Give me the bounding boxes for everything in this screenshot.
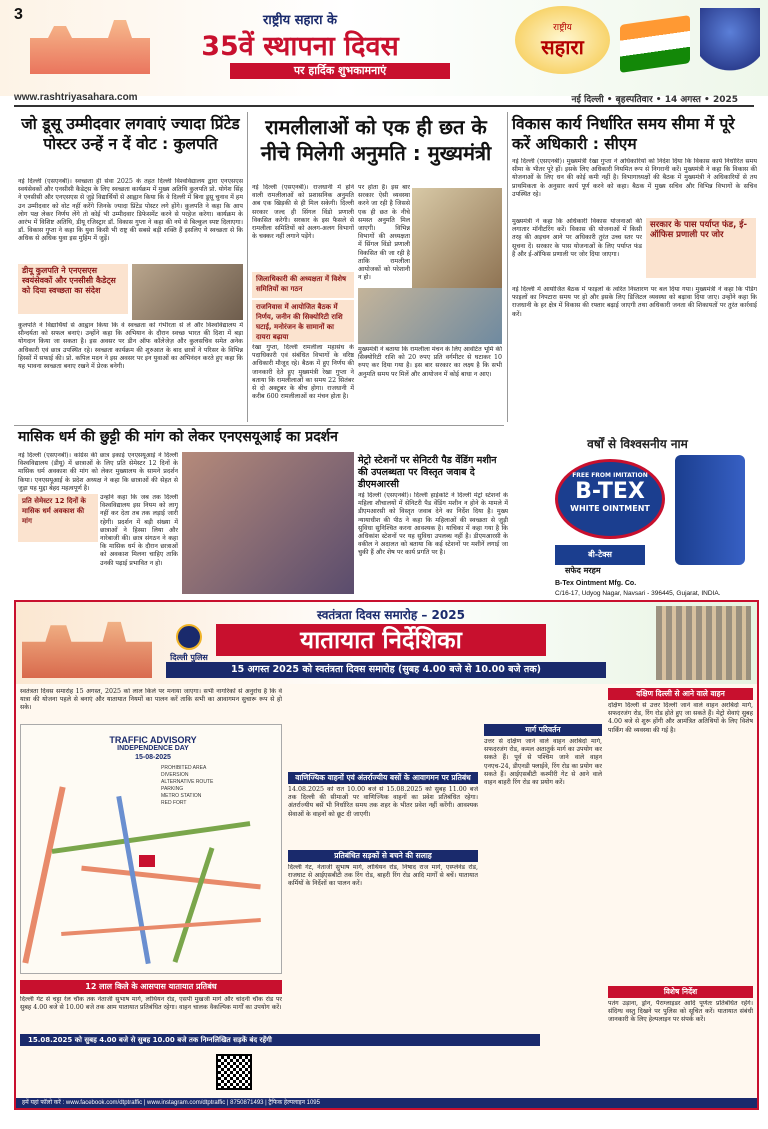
red-fort-illustration: [22, 612, 152, 678]
story-metro-body: नई दिल्ली (एसएनबी)। दिल्ली हाईकोर्ट ने दिल्ली मेट्रो स्टेशनों के महिला शौचालयों में सेनिटरी पैड वेंडिंग मशीन न होने के मामले में डीएमआरसी को विस्तृत जवाब देने का निर्देश दिया है। मुख्य न्यायाधीश की पीठ ने कहा कि महिलाओं की स्वच्छता से जुड़ी सुविधा सुनिश्चित करना आवश्यक है। याचिका में कहा गया है कि अधिकांश स्टेशनों पर यह सुविधा उपलब्ध नहीं है। डीएमआरसी के वकील ने अदालत को बताया कि कई स्टेशनों पर मशीनें लगाई जा चुकी हैं और शेष पर कार्य प्रगति पर है।: [358, 492, 508, 557]
commercial-vehicle-heading: वाणिज्यिक वाहनों एवं अंतर्राज्यीय बसों के आवागमन पर प्रतिबंध: [288, 772, 478, 784]
logo-small-text: राष्ट्रीय: [553, 23, 572, 33]
map-road: [81, 866, 261, 890]
map-road: [173, 847, 215, 963]
ointment-tube-image: [675, 455, 745, 565]
legend-item: ALTERNATIVE ROUTE: [161, 779, 214, 785]
traffic-map[interactable]: [20, 724, 282, 974]
map-road: [52, 821, 251, 854]
story-left-body-2: कुलपति ने विद्यार्थियों से आह्वान किया कि वे स्वच्छता को गंभीरता से लें और विश्वविद्यालय में सौन्दर्यता को सफल बनाएं। उन्होंने कहा कि अभियान के दौरान स्वच्छ भारत की दिशा में बड़ा योगदान किया जा सकता है। इस अवसर पर डीन ऑफ कॉलेजेज़ और कुलसचिव समेत अनेक अधिकारी एवं छात्र उपस्थित रहे। स्वच्छता कार्यक्रम की शुरुआत के बाद छात्रों ने परिसर के विभिन्न हिस्सों में सफाई की। प्रो. कपिल मदन ने इस अवसर पर इन युवाओं का अभिनंदन करते हुए कहा कि यह भावना स्वच्छता बनाए रखने में प्रेरक बनेगी।: [18, 322, 243, 371]
ad-address: C/16-17, Udyog Nagar, Navsari - 396445, Gujarat, INDIA.: [555, 590, 721, 597]
story-main-photo-1: [412, 188, 502, 300]
ad-badge-text: FREE FROM IMITATION: [572, 472, 648, 479]
story-left-body-1: नई दिल्ली (एसएनबी)। स्वच्छता ही सेवा 2025 के तहत दिल्ली विश्वविद्यालय द्वारा एनएसएस स्वयंसेवकों और एनसीसी कैडेट्स के लिए स्वच्छता कार्यक्रम में मुख्य अतिथि कुलपति प्रो. योगेश सिंह ने एनसीसी और एनएसएस से जुड़े विद्यार्थियों से आह्वान किया कि वे दिल्ली में बिना डूसू चुनाव में हम उन उम्मीदवार को वोट नहीं करेंगे जिनके ज्यादा प्रिंटेड पोस्टर लगे होंगे। कुलपति ने कहा कि आप लोग पक्ष लेकर निर्णय लेंगे तो कोई भी उम्मीदवार डिफेसमेंट करने से परहेज करेगा। कार्यक्रम के आरंभ में विशिष्ट अतिथि, डीयू रजिस्ट्रार डॉ. विकास गुप्ता ने कहा की नये से बिल्कुल स्पष्ट दिलाएगा। डॉ. विकास गुप्ता ने कहा कि युवा किसी भी राष्ट्र की सबसे बड़ी शक्ति हैं इसलिए ये स्वच्छता से कि अधिक से अधिक युवा इस मुहिम में जुड़ें।: [18, 178, 243, 243]
commercial-vehicle-text: 14.08.2025 को रात 10.00 बजे से 15.08.2025 को सुबह 11.00 बजे तक दिल्ली की सीमाओं पर वाणिज्यिक वाहनों का प्रवेश प्रतिबंधित रहेगा। अंतर्राज्यीय बसें भी निर्धारित समय तक शहर के भीतर प्रवेश नहीं करेंगी। आवश्यक सेवाओं के वाहनों को छूट दी जाएगी।: [288, 786, 478, 818]
police-badge-icon: [176, 624, 202, 650]
ad-hindi-product: सफेद मरहम: [565, 566, 601, 575]
story-lower-headline: मासिक धर्म की छुट्टी की मांग को लेकर एनएसयूआई का प्रदर्शन: [18, 429, 338, 445]
story-lower-subhead: प्रति सेमेस्टर 12 दिनों के मासिक धर्म अवकाश की मांग: [18, 494, 98, 542]
btex-advertisement[interactable]: [515, 435, 760, 600]
anniversary-subtitle: पर हार्दिक शुभकामनाएं: [230, 63, 450, 79]
map-road: [22, 786, 65, 963]
logo-big-text: सहारा: [541, 35, 584, 59]
story-main-body-3: पर होता है। इस बार सरकार ऐसी व्यवस्था करने जा रही है जिससे एक ही छत के नीचे समस्त अनुमति मिल जाएगी। विभिन्न विभागों की अध्यक्षता में सिंगल विंडो प्रणाली विकसित की जा रही है ताकि रामलीला आयोजकों को परेशानी न हो।: [358, 184, 410, 282]
traffic-intro: स्वतंत्रता दिवस समारोह 15 अगस्त, 2025 को लाल किले पर मनाया जाएगा। सभी नागरिकों से अनुरोध है कि वे यात्रा की योजना पहले से बनाएं और यातायात नियमों का पालन करें ताकि सभी का आवागमन सुचारू रूप से हो सके।: [20, 688, 282, 712]
story-main-headline: रामलीलाओं को एक ही छत के नीचे मिलेगी अनुमति : मुख्यमंत्री: [260, 115, 492, 165]
map-title: TRAFFIC ADVISORY: [109, 735, 197, 745]
story-left-photo: [132, 264, 243, 320]
story-right-body-3: नई दिल्ली में आयोजित बैठक में फाइलों के त्वरित निस्तारण पर बल दिया गया। मुख्यमंत्री ने कहा कि पेंडिंग फाइलों का निपटारा समय पर हो और इसके लिए डिजिटल व्यवस्था को बढ़ावा दिया जाए। उन्होंने कहा कि राजधानी के हर क्षेत्र में विकास की रफ्तार बढ़ाई जाएगी तथा अधिकारी जनता की शिकायतों पर तुरंत कार्रवाई करें।: [512, 286, 757, 318]
route-diversion-text: उत्तर से दक्षिण जाने वाले वाहन अरबिंदो मार्ग, सफदरजंग रोड, कमल अतातुर्क मार्ग का उपयोग कर सकते हैं। पूर्व से पश्चिम जाने वाले वाहन एनएच-24, डीएनडी फ्लाईवे, रिंग रोड का प्रयोग कर सकते हैं। आईएसबीटी कश्मीरी गेट से आने वाले वाहन बाहरी रिंग रोड का प्रयोग करें।: [484, 738, 602, 787]
map-road: [61, 918, 261, 936]
parade-troops-image: [656, 606, 751, 680]
road-closure-bar: 15.08.2025 को सुबह 4.00 बजे से सुबह 10.00 बजे तक निम्नलिखित सड़कें बंद रहेंगी: [20, 1034, 540, 1046]
red-fort-restriction-heading: 12 लाल किले के आसपास यातायात प्रतिबंध: [20, 980, 282, 994]
ad-brand: B-TEX: [575, 479, 645, 504]
traffic-title: यातायात निर्देशिका: [216, 624, 546, 656]
krishna-illustration: [700, 8, 760, 88]
tricolor-flag-icon: [620, 15, 690, 73]
traffic-date-bar: 15 अगस्त 2025 को स्वतंत्रता दिवस समारोह (सुबह 4.00 बजे से 10.00 बजे तक): [166, 662, 606, 678]
special-instructions-heading: विशेष निर्देश: [608, 986, 753, 998]
masthead: [0, 0, 768, 105]
traffic-footer: हमें यहां फॉलो करें : www.facebook.com/dtptraffic | www.instagram.com/dtptraffic | 8750871493 | ट्रैफिक हेल्पलाइन 1095: [16, 1098, 757, 1108]
map-subtitle: INDEPENDENCE DAY: [117, 745, 189, 752]
story-metro-headline: मेट्रो स्टेशनों पर सेनिटरी पैड वेंडिंग मशीन की उपलब्धता पर विस्तृत जवाब दे डीएमआरसी: [358, 455, 497, 490]
ad-product: WHITE OINTMENT: [570, 504, 650, 513]
map-date: 15-08-2025: [135, 754, 171, 761]
red-fort-marker-icon: [139, 855, 155, 867]
story-main-body-2: रेखा गुप्ता, दिल्ली रामलीला महासंघ के पदाधिकारी एवं संबंधित विभागों के वरिष्ठ अधिकारी मौजूद रहे। बैठक में हुए निर्णय की जानकारी देते हुए मुख्यमंत्री रेखा गुप्ता ने बताया कि रामलीलाओं का समय 22 सितंबर से दो अक्टूबर के बीच होगा। राजधानी में करीब 600 रामलीलाओं का मंचन होता है।: [252, 344, 354, 401]
column-divider: [247, 112, 248, 422]
traffic-advisory-section: [14, 600, 759, 1110]
anniversary-top-line: राष्ट्रीय सहारा के: [263, 13, 337, 28]
page-number: 3: [14, 6, 23, 23]
qr-code-icon[interactable]: [216, 1054, 252, 1090]
story-main-subhead-1: जिलाधिकारी की अध्यक्षता में विशेष समितियों का गठन: [252, 272, 354, 298]
ad-logo: [555, 459, 665, 539]
traffic-top-line: स्वतंत्रता दिवस समारोह – 2025: [317, 608, 465, 622]
newspaper-logo: [515, 6, 610, 74]
route-diversion-heading: मार्ग परिवर्तन: [484, 724, 602, 736]
ad-hindi-brand: बी-टेक्स: [555, 545, 645, 565]
legend-item: PROHIBITED AREA: [161, 765, 207, 771]
masthead-rule: [14, 105, 754, 107]
story-main-body-4: मुख्यमंत्री ने बताया कि रामलीला मंचन के लिए आवंटित भूमि की सिक्योरिटी राशि को 20 रुपए प्रति वर्गमीटर से घटाकर 10 रुपए कर दिया गया है। इस बार सरकार का लक्ष्य है कि सभी अनुमति समय पर मिलें और आयोजन में कोई बाधा न आए।: [358, 346, 502, 378]
traffic-banner: [16, 602, 757, 684]
story-left-subhead: डीयू कुलपति ने एनएसएस स्वयंसेवकों और एनसीसी कैडेट्स को दिया स्वच्छता का संदेश: [18, 264, 128, 314]
story-right-subhead: सरकार के पास पर्याप्त फंड, ई-ऑफिस प्रणाली पर जोर: [646, 218, 756, 278]
ad-headline: वर्षों से विश्वसनीय नाम: [587, 437, 688, 451]
police-label: दिल्ली पुलिस: [170, 653, 208, 662]
story-main-body-1: नई दिल्ली (एसएनबी)। राजधानी में होने वाली रामलीलाओं को प्रशासनिक अनुमति अब एक खिड़की से ही मिल सकेगी। दिल्ली सरकार जल्द ही सिंगल विंडो प्रणाली विकसित करेगी। सरकार के इस फैसले से रामलीला समितियों को अलग-अलग विभागों के चक्कर नहीं लगाने पड़ेंगे।: [252, 184, 354, 241]
protest-photo: [182, 452, 354, 594]
story-main-photo-2: [358, 288, 502, 344]
story-right-headline: विकास कार्य निर्धारित समय सीमा में पूरे करें अधिकारी : सीएम: [512, 115, 735, 153]
legend-item: PARKING: [161, 786, 184, 792]
story-main-subhead-2: राजनिवास में आयोजित बैठक में निर्णय, जनीन की सिक्योरिटी राशि घटाई, मनोरंजन के सामानों का दायरा बढ़ाया: [252, 300, 354, 342]
avoid-roads-heading: प्रतिबंधित सड़कों से बचने की सलाह: [288, 850, 478, 862]
ad-manufacturer: B-Tex Ointment Mfg. Co.: [555, 580, 637, 587]
story-left-headline: जो डूसू उम्मीदवार लगवाएं ज्यादा प्रिंटेड पोस्टर उन्हें न दें वोट : कुलपति: [21, 115, 240, 153]
south-delhi-text: दक्षिण दिल्ली से उत्तर दिल्ली जाने वाले वाहन अरबिंदो मार्ग, सफदरजंग रोड, रिंग रोड होते हुए जा सकते हैं। मेट्रो सेवाएं सुबह 4.00 बजे से शुरू होंगी और आमंत्रित अतिथियों के लिए विशेष पार्किंग की व्यवस्था की गई है।: [608, 702, 753, 734]
south-delhi-heading: दक्षिण दिल्ली से आने वाले वाहन: [608, 688, 753, 700]
legend-item: METRO STATION: [161, 793, 202, 799]
story-right-body-2: मुख्यमंत्री ने कहा कि अधिकारी विकास योजनाओं की लगातार मॉनीटरिंग करें। विकास की योजनाओं में किसी तरह की अड़चन आने पर अधिकारी तुरंत उच्च स्तर पर सूचना दें। सरकार के पास योजनाओं के लिए पर्याप्त फंड है और ई-ऑफिस प्रणाली पर जोर दिया जाएगा।: [512, 218, 642, 258]
site-url[interactable]: www.rashtriyasahara.com: [14, 92, 138, 103]
special-instructions-text: पतंग उड़ाना, ड्रोन, पैराग्लाइडर आदि पूर्णतः प्रतिबंधित रहेंगे। संदिग्ध वस्तु दिखने पर पुलिस को सूचित करें। यातायात संबंधी जानकारी के लिए हेल्पलाइन पर संपर्क करें।: [608, 1000, 753, 1024]
red-fort-restriction-text: दिल्ली गेट से चट्टा रेल चौक तक नेताजी सुभाष मार्ग, लोथियन रोड, एसपी मुखर्जी मार्ग और चांदनी चौक रोड पर सुबह 4.00 बजे से 10.00 बजे तक आम यातायात प्रतिबंधित रहेगा। वाहन चालक वैकल्पिक मार्गों का उपयोग करें।: [20, 996, 282, 1012]
legend-item: DIVERSION: [161, 772, 189, 778]
story-lower-body-1: नई दिल्ली (एसएनबी)। कांग्रेस की छात्र इकाई एनएसयूआई ने दिल्ली विश्वविद्यालय (डीयू) में छात्राओं के लिए प्रति सेमेस्टर 12 दिनों के मासिक धर्म अवकाश की मांग को लेकर मुख्यालय के सामने प्रदर्शन किया। एनएसयूआई के प्रदेश अध्यक्ष ने कहा कि छात्राओं की सेहत से जुड़ा यह मुद्दा बेहद महत्वपूर्ण है।: [18, 452, 178, 492]
anniversary-title: 35वें स्थापना दिवस: [201, 31, 399, 62]
dateline: नई दिल्ली • बृहस्पतिवार • 14 अगस्त • 2025: [571, 95, 738, 105]
column-divider: [507, 112, 508, 422]
map-legend: [161, 765, 276, 807]
story-right-body-1: नई दिल्ली (एसएनबी)। मुख्यमंत्री रेखा गुप्ता ने अधिकारियों को निर्देश दिया कि विकास कार्य निर्धारित समय सीमा के भीतर पूरे हों। इसके लिए अधिकारी नियमित रूप से निगरानी करें। मुख्यमंत्री ने कहा कि विकास की योजनाओं के लिए धन की कोई कमी नहीं है। विभागाध्यक्षों की बैठक में मुख्यमंत्री ने अधिकारियों से तय प्राथमिकता के अनुसार कार्य पूर्ण करने को कहा। बैठक में मुख्य सचिव और विभिन्न विभागों के सचिव उपस्थित रहे।: [512, 158, 757, 198]
section-divider: [14, 425, 504, 426]
map-road: [116, 796, 150, 964]
legend-item: RED FORT: [161, 800, 187, 806]
delhi-police-logo: [161, 624, 217, 663]
story-lower-body-2: उन्होंने कहा कि जब तक दिल्ली विश्वविद्यालय इस नियम को लागू नहीं कर देता तब तक लड़ाई जारी रहेगी। प्रदर्शन में बड़ी संख्या में छात्राओं ने हिस्सा लिया और नारेबाजी की। छात्र संगठन ने कहा कि मासिक धर्म के दौरान छात्राओं को अवकाश मिलना चाहिए ताकि उनकी पढ़ाई प्रभावित न हो।: [100, 494, 178, 567]
red-fort-illustration: [30, 14, 150, 74]
avoid-roads-text: दिल्ली गेट, नेताजी सुभाष मार्ग, लोथियन रोड, निषाद राज मार्ग, एस्प्लेनेड रोड, राजघाट से आईएसबीटी तक रिंग रोड, बाहरी रिंग रोड आदि मार्गों से बचें। यातायात कर्मियों के निर्देशों का पालन करें।: [288, 864, 478, 888]
